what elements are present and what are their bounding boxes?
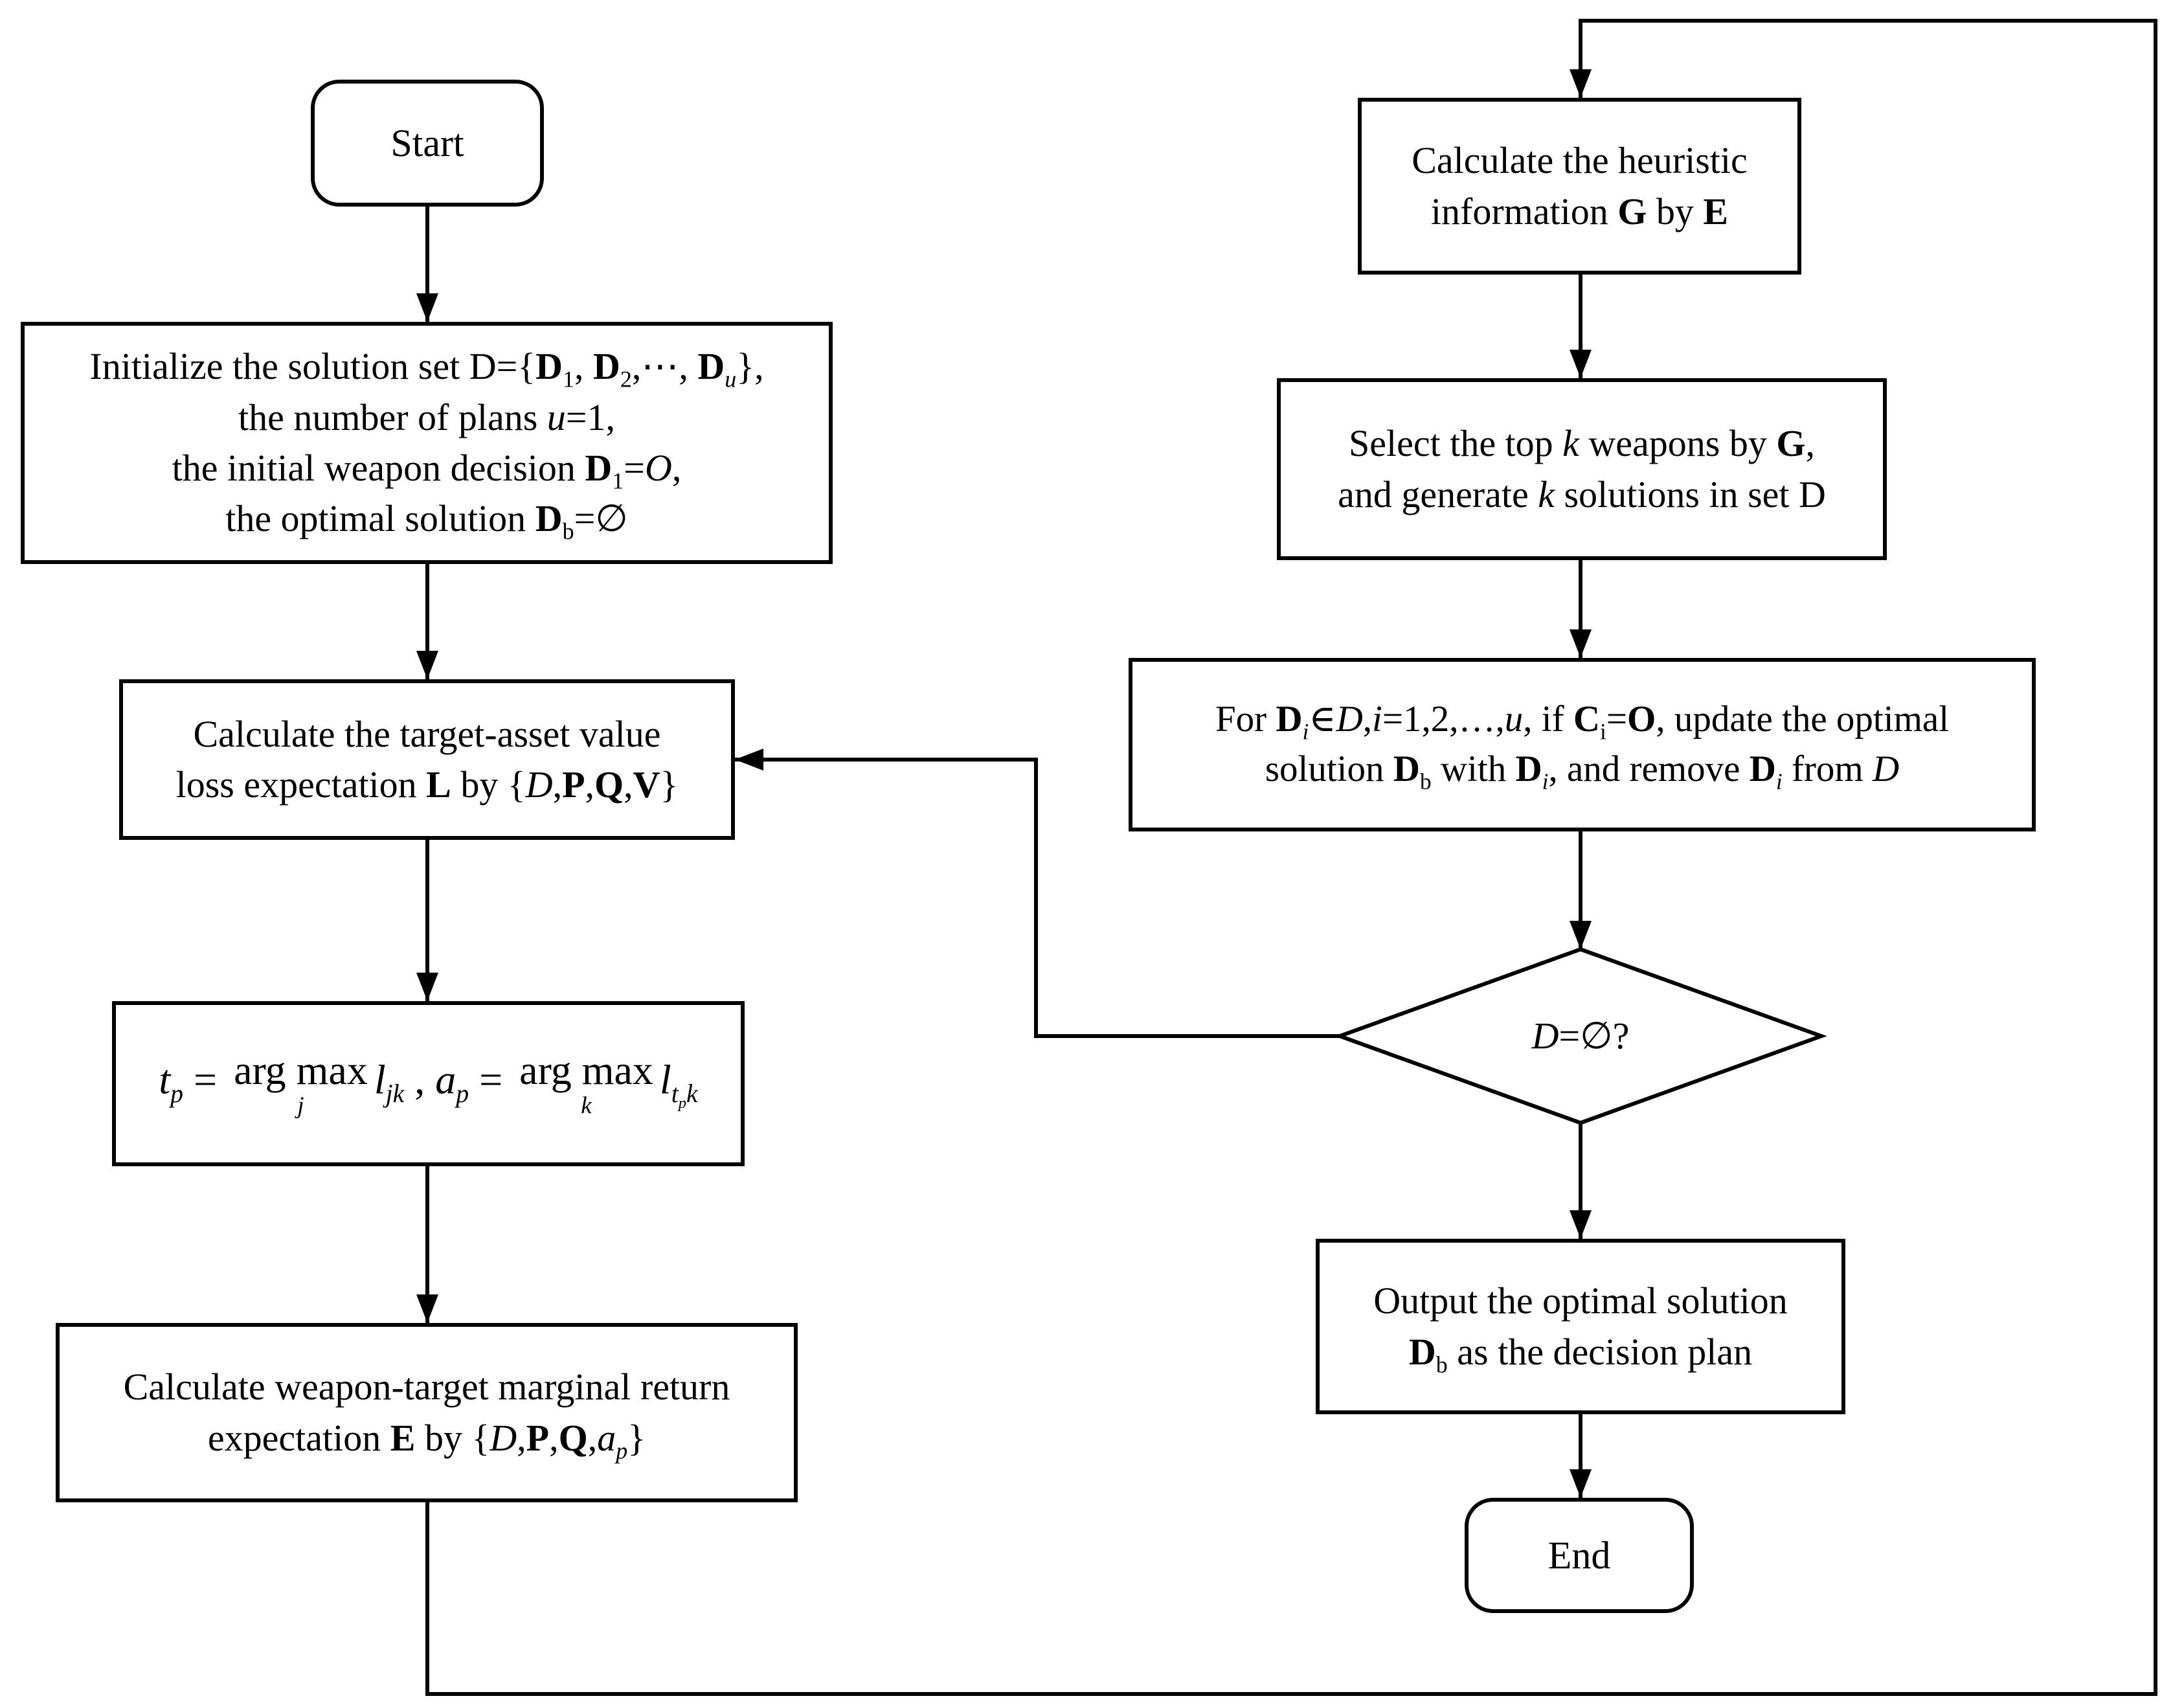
node-loss-expectation-label: Calculate the target-asset value loss expectation L by {D,P,Q,V} — [175, 712, 679, 806]
node-argmax-formula-label: $t_p$ = arg max j $l_{jk}$ , $a_p$ = arg max k $l_{t_pk}$ — [159, 1046, 698, 1119]
node-start — [311, 80, 544, 207]
node-initialize-solution-set — [21, 322, 833, 564]
node-select-top-k-weapons-label: Select the top k weapons by G, and generate k solutions in set D — [1338, 422, 1826, 515]
node-heuristic-information-label: Calculate the heuristic information G by E — [1412, 139, 1748, 232]
node-output-optimal-solution — [1316, 1239, 1845, 1414]
node-output-optimal-solution-label: Output the optimal solution $D_b$ as the decision plan — [1373, 1280, 1788, 1378]
node-update-optimal-solution — [1129, 658, 2036, 831]
node-select-top-k-weapons — [1277, 378, 1887, 560]
node-update-optimal-solution-label: For $D_i\in D,i=1,2,\dots,u$, if $C_i=O$, update the optimal solution $D_b$ with $D_i$, and remove $D_i$ from D — [1215, 699, 1950, 795]
node-argmax-formula — [112, 1001, 745, 1166]
node-marginal-return-label: Calculate weapon-target marginal return expectation E by $\{D,P,Q,a_p\}$ — [123, 1366, 730, 1464]
node-end — [1465, 1498, 1694, 1613]
node-heuristic-information — [1358, 98, 1801, 275]
node-loss-expectation — [119, 679, 735, 840]
node-start-label: Start — [390, 121, 464, 164]
node-end-label: End — [1548, 1533, 1611, 1577]
node-empty-set-decision-label: D=∅? — [1531, 1014, 1630, 1057]
node-marginal-return — [56, 1323, 798, 1502]
node-initialize-label: Initialize the solution set $D=\{D_1$, $D_2,\cdots$, $D_u$}, the number of plans u=1, the initial weapon decision $D_1=O$, the optimal solution $D_b=\emptyset$ — [89, 345, 764, 545]
node-empty-set-decision — [1386, 997, 1775, 1075]
